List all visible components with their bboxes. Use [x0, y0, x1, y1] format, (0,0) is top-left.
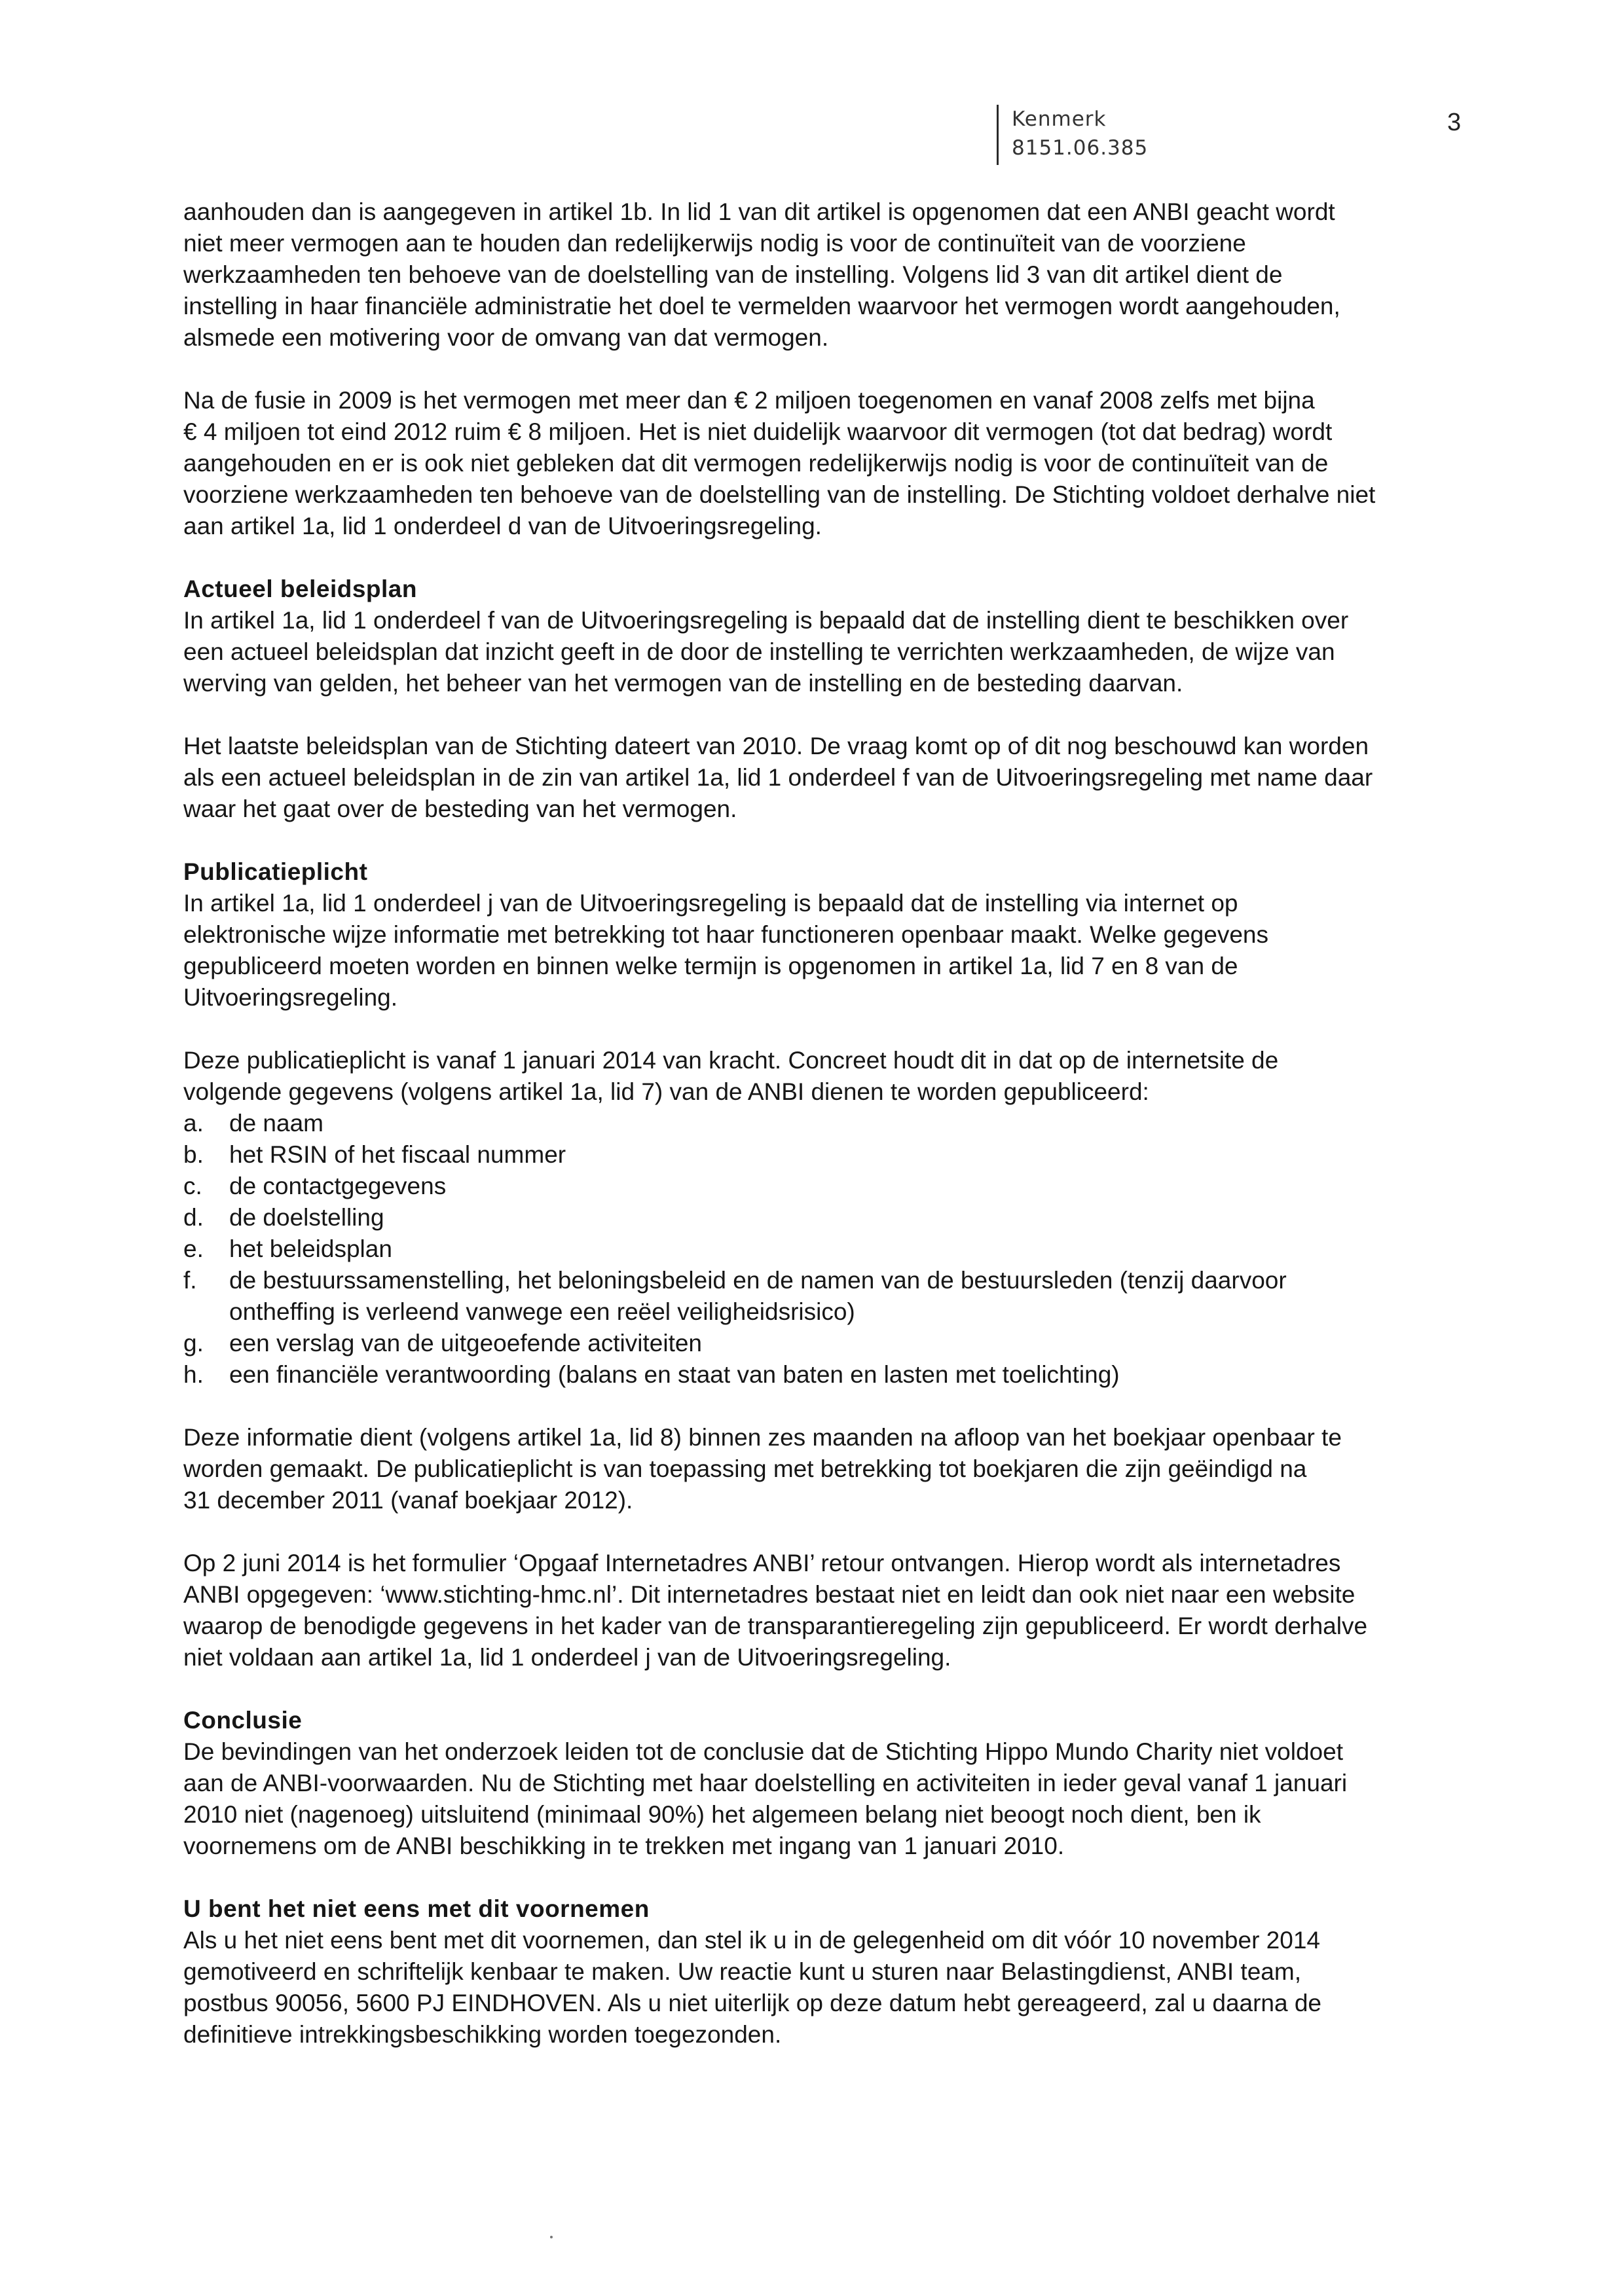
- heading-niet-eens: U bent het niet eens met dit voornemen: [183, 1895, 650, 1922]
- text-line: gemotiveerd en schriftelijk kenbaar te maken. Uw reactie kunt u sturen naar Belastingdienst, ANBI team,: [183, 1958, 1301, 1985]
- text-line: werkzaamheden ten behoeve van de doelstelling van de instelling. Volgens lid 3 van dit artikel dient de: [183, 261, 1283, 288]
- list-item-text: het RSIN of het fiscaal nummer: [229, 1141, 566, 1168]
- list-marker: c.: [183, 1173, 202, 1199]
- text-line: aan artikel 1a, lid 1 onderdeel d van de Uitvoeringsregeling.: [183, 513, 822, 539]
- text-line: aanhouden dan is aangegeven in artikel 1b. In lid 1 van dit artikel is opgenomen dat een ANBI geacht wordt: [183, 198, 1335, 225]
- text-line: voorziene werkzaamheden ten behoeve van de doelstelling van de instelling. De Stichting voldoet derhalve niet: [183, 481, 1376, 508]
- heading-publicatieplicht: Publicatieplicht: [183, 858, 368, 885]
- list-item-text-continued: ontheffing is verleend vanwege een reëel veiligheidsrisico): [229, 1298, 855, 1325]
- list-item-text: het beleidsplan: [229, 1235, 392, 1262]
- paragraph-publicatie-termijn: [183, 1422, 1467, 1516]
- text-line: een actueel beleidsplan dat inzicht geeft in de door de instelling te verrichten werkzaamheden, de wijze van: [183, 638, 1335, 665]
- paragraph-publicatie-regel: [183, 888, 1467, 1013]
- letter-body: [183, 196, 1467, 2050]
- text-line: niet voldaan aan artikel 1a, lid 1 onderdeel j van de Uitvoeringsregeling.: [183, 1644, 951, 1671]
- text-line: alsmede een motivering voor de omvang van dat vermogen.: [183, 324, 829, 351]
- list-marker: f.: [183, 1267, 197, 1294]
- list-marker: a.: [183, 1110, 204, 1137]
- text-line: als een actueel beleidsplan in de zin van artikel 1a, lid 1 onderdeel f van de Uitvoeringsregeling met name daar: [183, 764, 1373, 791]
- text-line: voornemens om de ANBI beschikking in te trekken met ingang van 1 januari 2010.: [183, 1832, 1065, 1859]
- text-line: postbus 90056, 5600 PJ EINDHOVEN. Als u niet uiterlijk op deze datum hebt gereageerd, zal u daarna de: [183, 1990, 1322, 2016]
- text-line: € 4 miljoen tot eind 2012 ruim € 8 miljoen. Het is niet duidelijk waarvoor dit vermogen (tot dat bedrag) wordt: [183, 418, 1333, 445]
- list-item-text: de doelstelling: [229, 1204, 384, 1231]
- paragraph-internetadres: [183, 1548, 1467, 1673]
- heading-conclusie: Conclusie: [183, 1707, 303, 1734]
- text-line: Als u het niet eens bent met dit voornemen, dan stel ik u in de gelegenheid om dit vóór 10 november 2014: [183, 1927, 1320, 1954]
- list-item: [183, 1233, 1467, 1265]
- text-line: instelling in haar financiële administratie het doel te vermelden waarvoor het vermogen wordt aangehouden,: [183, 293, 1340, 319]
- text-line: waar het gaat over de besteding van het vermogen.: [183, 795, 737, 822]
- heading-actueel-beleidsplan: Actueel beleidsplan: [183, 575, 417, 602]
- list-item: [183, 1359, 1467, 1391]
- text-line: waarop de benodigde gegevens in het kader van de transparantieregeling zijn gepubliceerd. Er wordt derhalve: [183, 1613, 1368, 1639]
- list-item-text: de contactgegevens: [229, 1173, 447, 1199]
- text-line: De bevindingen van het onderzoek leiden tot de conclusie dat de Stichting Hippo Mundo Charity niet voldoet: [183, 1738, 1343, 1765]
- text-line: Het laatste beleidsplan van de Stichting dateert van 2010. De vraag komt op of dit nog beschouwd kan worden: [183, 733, 1369, 759]
- list-marker: h.: [183, 1361, 204, 1388]
- text-line: werving van gelden, het beheer van het vermogen van de instelling en de besteding daarvan.: [183, 670, 1183, 697]
- page-number: 3: [1447, 109, 1462, 136]
- text-line: In artikel 1a, lid 1 onderdeel f van de Uitvoeringsregeling is bepaald dat de instelling dient te beschikken over: [183, 607, 1349, 634]
- list-item-text: de naam: [229, 1110, 323, 1137]
- text-line: aan de ANBI-voorwaarden. Nu de Stichting met haar doelstelling en activiteiten in ieder geval vanaf 1 januari: [183, 1770, 1348, 1796]
- text-line: worden gemaakt. De publicatieplicht is van toepassing met betrekking tot boekjaren die zijn geëindigd na: [183, 1455, 1307, 1482]
- text-line: volgende gegevens (volgens artikel 1a, lid 7) van de ANBI dienen te worden gepubliceerd:: [183, 1078, 1149, 1105]
- list-item: [183, 1108, 1467, 1139]
- gegevens-list: [183, 1108, 1467, 1391]
- scan-speck: [550, 2236, 553, 2238]
- list-marker: b.: [183, 1141, 204, 1168]
- list-item-text: een verslag van de uitgeoefende activiteiten: [229, 1330, 703, 1357]
- reference-number: 8151.06.385: [1012, 136, 1149, 160]
- paragraph-beleidsplan-regel: [183, 605, 1467, 699]
- text-line: Op 2 juni 2014 is het formulier ‘Opgaaf Internetadres ANBI’ retour ontvangen. Hierop wordt als internetadres: [183, 1550, 1341, 1576]
- list-item: [183, 1328, 1467, 1359]
- list-item: [183, 1139, 1467, 1171]
- list-item: [183, 1202, 1467, 1233]
- text-line: niet meer vermogen aan te houden dan redelijkerwijs nodig is voor de continuïteit van de voorziene: [183, 230, 1246, 257]
- list-item: [183, 1265, 1467, 1328]
- list-marker: d.: [183, 1204, 204, 1231]
- text-line: Na de fusie in 2009 is het vermogen met meer dan € 2 miljoen toegenomen en vanaf 2008 zelfs met bijna: [183, 387, 1315, 414]
- list-item-text: de bestuurssamenstelling, het beloningsbeleid en de namen van de bestuursleden (tenzij daarvoor: [229, 1267, 1287, 1294]
- reference-label: Kenmerk: [1012, 107, 1107, 131]
- paragraph-vermogen-artikel: [183, 196, 1467, 354]
- list-marker: e.: [183, 1235, 204, 1262]
- text-line: Uitvoeringsregeling.: [183, 984, 398, 1011]
- paragraph-conclusie: [183, 1736, 1467, 1862]
- paragraph-publicatie-kracht: [183, 1045, 1467, 1108]
- text-line: Deze publicatieplicht is vanaf 1 januari 2014 van kracht. Concreet houdt dit in dat op de internetsite de: [183, 1047, 1279, 1074]
- paragraph-vermogen-fusie: [183, 385, 1467, 542]
- text-line: 31 december 2011 (vanaf boekjaar 2012).: [183, 1487, 633, 1514]
- text-line: definitieve intrekkingsbeschikking worden toegezonden.: [183, 2021, 782, 2048]
- text-line: elektronische wijze informatie met betrekking tot haar functioneren openbaar maakt. Welke gegevens: [183, 921, 1268, 948]
- paragraph-beleidsplan-stichting: [183, 731, 1467, 825]
- text-line: 2010 niet (nagenoeg) uitsluitend (minimaal 90%) het algemeen belang niet beoogt noch dient, ben ik: [183, 1801, 1261, 1828]
- paragraph-bezwaar: [183, 1925, 1467, 2050]
- list-item: [183, 1171, 1467, 1202]
- text-line: Deze informatie dient (volgens artikel 1a, lid 8) binnen zes maanden na afloop van het boekjaar openbaar te: [183, 1424, 1342, 1451]
- text-line: ANBI opgegeven: ‘www.stichting-hmc.nl’. Dit internetadres bestaat niet en leidt dan ook niet naar een website: [183, 1581, 1356, 1608]
- list-marker: g.: [183, 1330, 204, 1357]
- text-line: In artikel 1a, lid 1 onderdeel j van de Uitvoeringsregeling is bepaald dat de instelling via internet op: [183, 890, 1238, 917]
- text-line: gepubliceerd moeten worden en binnen welke termijn is opgenomen in artikel 1a, lid 7 en 8 van de: [183, 953, 1238, 979]
- text-line: aangehouden en er is ook niet gebleken dat dit vermogen redelijkerwijs nodig is voor de continuïteit van de: [183, 450, 1329, 477]
- list-item-text: een financiële verantwoording (balans en staat van baten en lasten met toelichting): [229, 1361, 1120, 1388]
- reference-block: [997, 105, 1148, 165]
